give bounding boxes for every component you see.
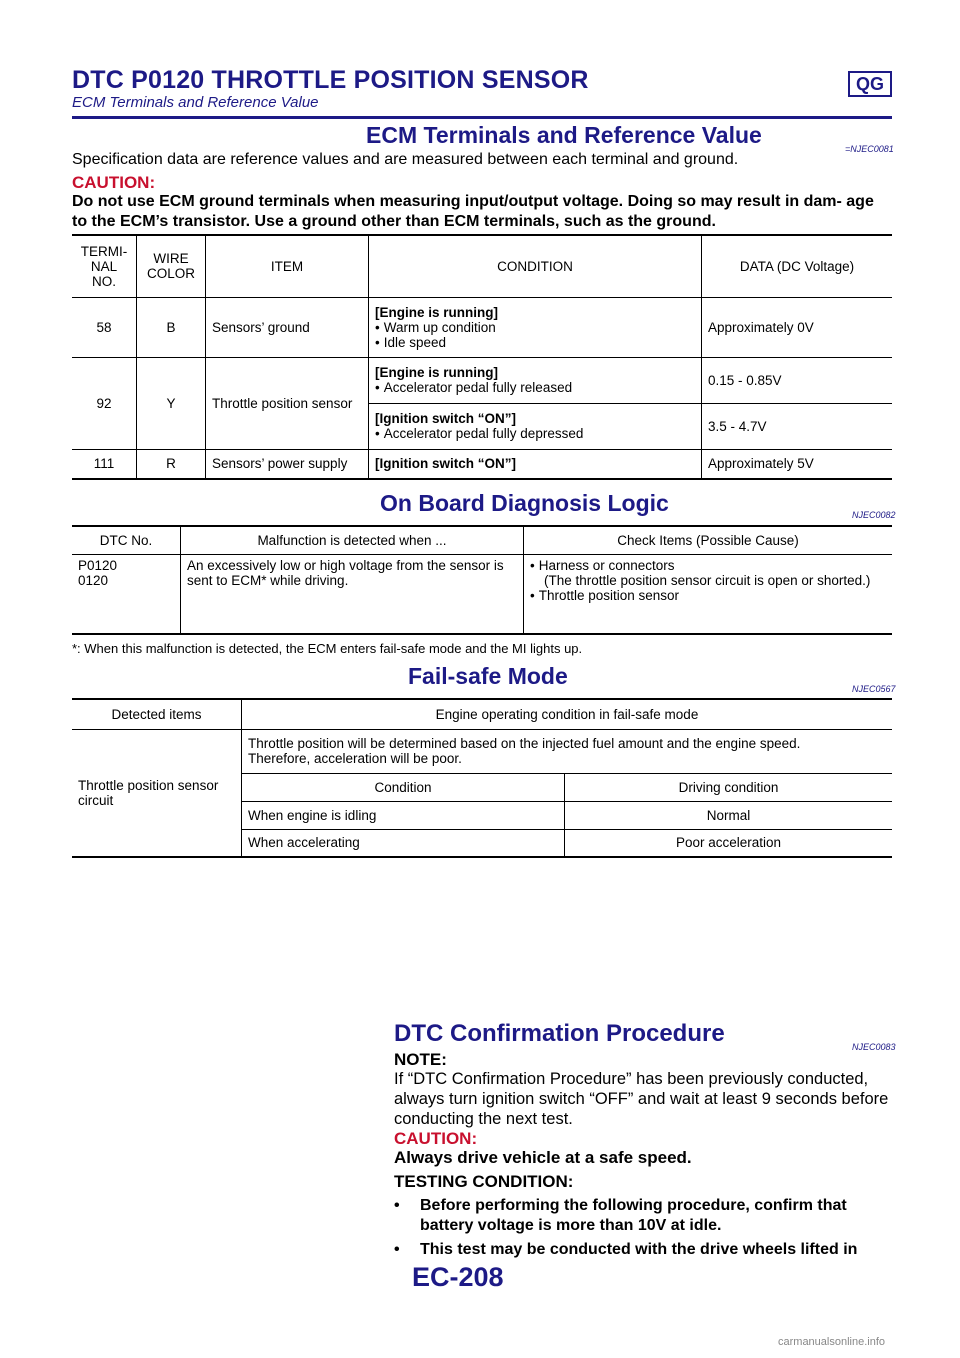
condition-bullet: • Warm up condition bbox=[375, 319, 496, 335]
header-dtc-no: DTC No. bbox=[72, 526, 181, 554]
header-item: ITEM bbox=[206, 235, 369, 297]
note-text: If “DTC Confirmation Procedure” has been previously conducted, always turn ignition switch “OFF” and wait at least 9 seconds before conducting the next test. bbox=[394, 1070, 889, 1128]
page-subtitle: ECM Terminals and Reference Value bbox=[72, 94, 319, 111]
header-wire-color: WIRE COLOR bbox=[137, 235, 206, 297]
bullet-icon: • bbox=[375, 380, 380, 395]
bullet-icon: • bbox=[530, 587, 535, 603]
testing-bullet: • Before performing the following procedure, confirm that battery voltage is more than 10V at idle. bbox=[394, 1197, 847, 1234]
table-header-row bbox=[72, 699, 892, 729]
item-cell: Throttle position sensor bbox=[206, 357, 369, 449]
data-cell: Approximately 0V bbox=[702, 297, 893, 357]
item-cell: Sensors’ power supply bbox=[206, 449, 369, 479]
note-label: NOTE: bbox=[394, 1050, 447, 1069]
header-divider bbox=[72, 116, 892, 119]
driving-value: Normal bbox=[565, 801, 893, 829]
watermark: carmanualsonline.info bbox=[778, 1336, 886, 1348]
caution-label: CAUTION: bbox=[72, 173, 156, 192]
ecm-terminals-table bbox=[72, 234, 892, 480]
terminal-no: 58 bbox=[72, 297, 137, 357]
sub-header-condition: Condition bbox=[242, 773, 565, 801]
condition-bullet: • Accelerator pedal fully depressed bbox=[375, 426, 584, 441]
data-cell: 0.15 - 0.85V bbox=[702, 357, 893, 403]
condition-heading: [Engine is running] bbox=[375, 304, 498, 320]
description-line: Therefore, acceleration will be poor. bbox=[248, 751, 462, 766]
table-row bbox=[72, 449, 892, 479]
condition-value: When engine is idling bbox=[242, 801, 565, 829]
dtc-number-cell bbox=[72, 554, 181, 634]
header-malfunction: Malfunction is detected when ... bbox=[181, 526, 524, 554]
header-detected-items: Detected items bbox=[72, 699, 242, 729]
wire-color: B bbox=[137, 297, 206, 357]
bullet-icon: • bbox=[394, 1197, 400, 1214]
caution-text: Always drive vehicle at a safe speed. bbox=[394, 1148, 692, 1167]
caution-text: Do not use ECM ground terminals when measuring input/output voltage. Doing so may result in dam- age to the ECM’s transistor. Use a ground other than ECM terminals, such as the ground. bbox=[72, 193, 874, 230]
check-item-note: (The throttle position sensor circuit is open or shorted.) bbox=[544, 572, 871, 588]
condition-heading: [Ignition switch “ON”] bbox=[375, 411, 516, 426]
terminal-no: 92 bbox=[72, 357, 137, 449]
fail-safe-table bbox=[72, 698, 892, 858]
header-engine-condition: Engine operating condition in fail-safe mode bbox=[242, 699, 893, 729]
table-row bbox=[72, 554, 892, 634]
page-number: EC-208 bbox=[412, 1262, 504, 1292]
intro-paragraph: Specification data are reference values and are measured between each terminal and ground. bbox=[72, 151, 739, 168]
page-title: DTC P0120 THROTTLE POSITION SENSOR bbox=[72, 66, 589, 94]
page-header bbox=[72, 66, 892, 112]
bullet-icon: • bbox=[375, 334, 380, 350]
data-cell: 3.5 - 4.7V bbox=[702, 403, 893, 449]
condition-heading: [Ignition switch “ON”] bbox=[375, 456, 516, 472]
model-badge: QG bbox=[848, 71, 892, 97]
section-ref-code: NJEC0083 bbox=[852, 1042, 896, 1052]
header-condition: CONDITION bbox=[369, 235, 702, 297]
condition-cell bbox=[369, 449, 702, 479]
section-ref-code: NJEC0567 bbox=[852, 684, 896, 694]
condition-heading: [Engine is running] bbox=[375, 365, 498, 380]
section-ref-code: NJEC0082 bbox=[852, 510, 896, 520]
bullet-icon: • bbox=[375, 319, 380, 335]
section-title-ecm-terminals: ECM Terminals and Reference Value bbox=[366, 122, 762, 148]
fail-safe-description bbox=[242, 729, 893, 773]
section-title-dtc-confirmation: DTC Confirmation Procedure bbox=[394, 1020, 725, 1047]
bullet-icon: • bbox=[394, 1241, 400, 1258]
condition-bullet: • Idle speed bbox=[375, 334, 447, 350]
check-item: • Harness or connectors bbox=[530, 557, 675, 573]
dtc-code-alt: 0120 bbox=[78, 572, 109, 588]
table-header-row bbox=[72, 526, 892, 554]
header-check-items: Check Items (Possible Cause) bbox=[524, 526, 893, 554]
terminal-no: 111 bbox=[72, 449, 137, 479]
header-terminal: TERMI- NAL NO. bbox=[72, 235, 137, 297]
testing-condition-label: TESTING CONDITION: bbox=[394, 1172, 574, 1191]
table-row bbox=[72, 729, 892, 773]
table-row bbox=[72, 297, 892, 357]
wire-color: Y bbox=[137, 357, 206, 449]
obd-logic-table bbox=[72, 525, 892, 635]
data-cell: Approximately 5V bbox=[702, 449, 893, 479]
wire-color: R bbox=[137, 449, 206, 479]
table-header-row bbox=[72, 235, 892, 297]
dtc-code: P0120 bbox=[78, 557, 118, 573]
testing-bullet: • This test may be conducted with the drive wheels lifted in bbox=[394, 1241, 858, 1258]
section-title-obd-logic: On Board Diagnosis Logic bbox=[380, 490, 669, 516]
bullet-icon: • bbox=[530, 557, 535, 573]
check-item: • Throttle position sensor bbox=[530, 587, 680, 603]
footnote: *: When this malfunction is detected, the ECM enters fail-safe mode and the MI lights up. bbox=[72, 641, 583, 656]
condition-bullet: • Accelerator pedal fully released bbox=[375, 380, 573, 395]
driving-value: Poor acceleration bbox=[565, 829, 893, 857]
table-row bbox=[72, 357, 892, 403]
sub-header-driving: Driving condition bbox=[565, 773, 893, 801]
section-ref-code: =NJEC0081 bbox=[845, 144, 894, 154]
bullet-icon: • bbox=[375, 426, 380, 441]
header-data: DATA (DC Voltage) bbox=[702, 235, 893, 297]
condition-cell bbox=[369, 357, 702, 403]
condition-cell bbox=[369, 297, 702, 357]
item-cell: Sensors’ ground bbox=[206, 297, 369, 357]
description-line: Throttle position will be determined based on the injected fuel amount and the engine speed. bbox=[248, 736, 801, 751]
caution-label: CAUTION: bbox=[394, 1129, 478, 1148]
condition-cell bbox=[369, 403, 702, 449]
section-title-fail-safe: Fail-safe Mode bbox=[408, 663, 568, 689]
check-items-cell bbox=[524, 554, 893, 634]
malfunction-cell: An excessively low or high voltage from the sensor is sent to ECM* while driving. bbox=[181, 554, 524, 634]
condition-value: When accelerating bbox=[242, 829, 565, 857]
detected-item-cell: Throttle position sensor circuit bbox=[72, 729, 242, 857]
